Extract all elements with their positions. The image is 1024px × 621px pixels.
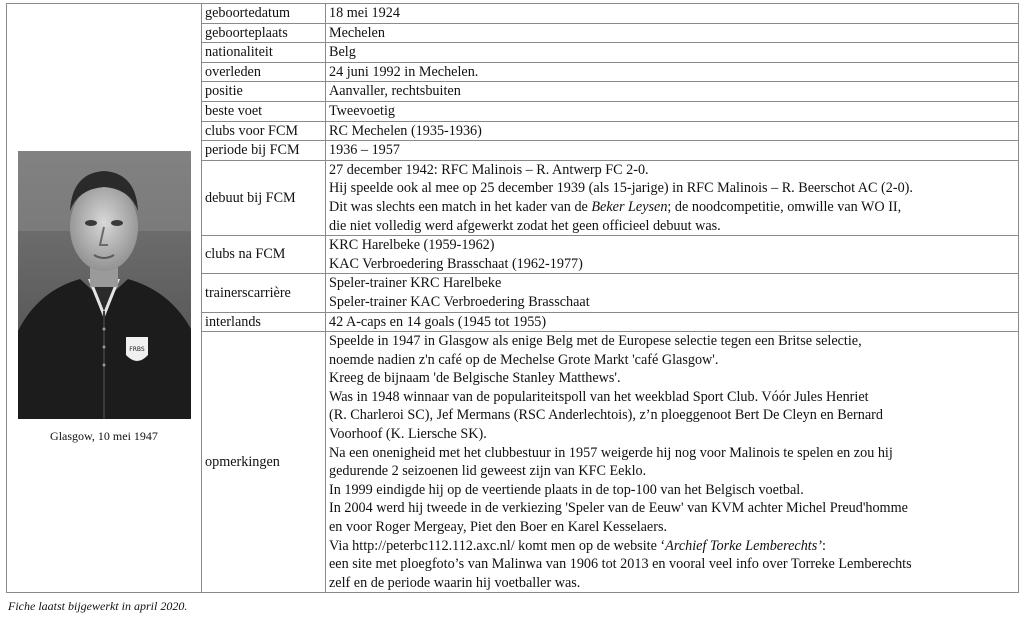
table-row <box>7 4 1019 24</box>
value-beste-voet: Tweevoetig <box>326 101 1019 121</box>
debuut-line <box>329 198 1015 217</box>
club-line: KRC Harelbeke (1959-1962) <box>329 237 495 254</box>
remark-text: Via http://peterbc112.112.axc.nl/ komt men op de website ‘ <box>329 537 666 554</box>
website-name-text: Archief Torke Lemberechts’ <box>665 537 822 554</box>
debuut-line: 27 december 1942: RFC Malinois – R. Antwerp FC 2-0. <box>329 161 649 178</box>
label-clubs-voor-fcm: clubs voor FCM <box>202 121 326 141</box>
label-nationaliteit: nationaliteit <box>202 43 326 63</box>
player-fiche <box>6 3 1018 595</box>
value-nationaliteit: Belg <box>326 43 1019 63</box>
debuut-line: Hij speelde ook al mee op 25 december 1939 (als 15-jarige) in RFC Malinois – R. Beerschot AC (2-0). <box>329 180 913 197</box>
remark-line: noemde nadien z'n café op de Mechelse Grote Markt 'café Glasgow'. <box>329 351 719 368</box>
value-geboorteplaats: Mechelen <box>326 23 1019 43</box>
remark-line: Na een onenigheid met het clubbestuur in 1957 weigerde hij nog voor Malinois te spelen en zou hij <box>329 444 893 461</box>
value-debuut <box>326 160 1019 235</box>
remark-line: Was in 1948 winnaar van de populariteitspoll van het weekblad Sport Club. Vóór Jules Henriet <box>329 388 869 405</box>
value-opmerkingen <box>326 332 1019 593</box>
remark-line: Speelde in 1947 in Glasgow als enige Belg met de Europese selectie tegen een Britse selectie, <box>329 333 862 350</box>
remark-line: zelf en de periode waarin hij voetballer was. <box>329 574 581 591</box>
value-geboortedatum: 18 mei 1924 <box>326 4 1019 24</box>
label-overleden: overleden <box>202 62 326 82</box>
svg-text:FRBS: FRBS <box>128 345 145 353</box>
label-debuut: debuut bij FCM <box>202 160 326 235</box>
remark-line: In 2004 werd hij tweede in de verkiezing 'Speler van de Eeuw' van KVM achter Michel Preud'homme <box>329 500 908 517</box>
value-interlands: 42 A-caps en 14 goals (1945 tot 1955) <box>326 312 1019 332</box>
jersey-badge <box>126 337 148 361</box>
remark-line: gedurende 2 seizoenen lid geweest zijn van KFC Eeklo. <box>329 463 647 480</box>
value-clubs-voor-fcm: RC Mechelen (1935-1936) <box>326 121 1019 141</box>
footer-note: Fiche laatst bijgewerkt in april 2020. <box>8 599 188 613</box>
value-trainerscarriere <box>326 274 1019 312</box>
label-positie: positie <box>202 82 326 102</box>
fiche-table <box>6 3 1019 593</box>
photo-cell <box>7 4 202 593</box>
value-overleden: 24 juni 1992 in Mechelen. <box>326 62 1019 82</box>
label-periode-bij-fcm: periode bij FCM <box>202 141 326 161</box>
remark-line: In 1999 eindigde hij op de veertiende plaats in de top-100 van het Belgisch voetbal. <box>329 481 804 498</box>
label-interlands: interlands <box>202 312 326 332</box>
value-clubs-na-fcm <box>326 236 1019 274</box>
remark-line: een site met ploegfoto’s van Malinwa van 1906 tot 2013 en vooral veel info over Torreke Lemberechts <box>329 556 912 573</box>
debuut-text: ; de noodcompetitie, omwille van WO II, <box>667 198 902 215</box>
debuut-text: Dit was slechts een match in het kader van de <box>329 198 592 215</box>
label-trainerscarriere: trainerscarrière <box>202 274 326 312</box>
trainer-line: Speler-trainer KAC Verbroedering Brasschaat <box>329 293 590 310</box>
remark-line: en voor Roger Mergeay, Piet den Boer en Karel Kesselaers. <box>329 519 668 536</box>
label-beste-voet: beste voet <box>202 101 326 121</box>
photo-caption: Glasgow, 10 mei 1947 <box>50 428 158 443</box>
debuut-line: die niet volledig werd afgewerkt zodat het geen officieel debuut was. <box>329 217 721 234</box>
beker-leysen-text: Beker Leysen <box>591 198 668 215</box>
label-clubs-na-fcm: clubs na FCM <box>202 236 326 274</box>
label-geboortedatum: geboortedatum <box>202 4 326 24</box>
value-positie: Aanvaller, rechtsbuiten <box>326 82 1019 102</box>
label-geboorteplaats: geboorteplaats <box>202 23 326 43</box>
trainer-line: Speler-trainer KRC Harelbeke <box>329 275 502 292</box>
remark-line <box>329 537 1015 556</box>
value-periode-bij-fcm: 1936 – 1957 <box>326 141 1019 161</box>
remark-line: Voorhoof (K. Liersche SK). <box>329 426 487 443</box>
player-photo <box>18 151 191 419</box>
club-line: KAC Verbroedering Brasschaat (1962-1977) <box>329 255 583 272</box>
remark-text: : <box>821 537 826 554</box>
remark-line: Kreeg de bijnaam 'de Belgische Stanley Matthews'. <box>329 370 621 387</box>
label-opmerkingen: opmerkingen <box>202 332 326 593</box>
remark-line: (R. Charleroi SC), Jef Mermans (RSC Anderlechtois), z’n ploeggenoot Bert De Cleyn en Bernard <box>329 407 883 424</box>
